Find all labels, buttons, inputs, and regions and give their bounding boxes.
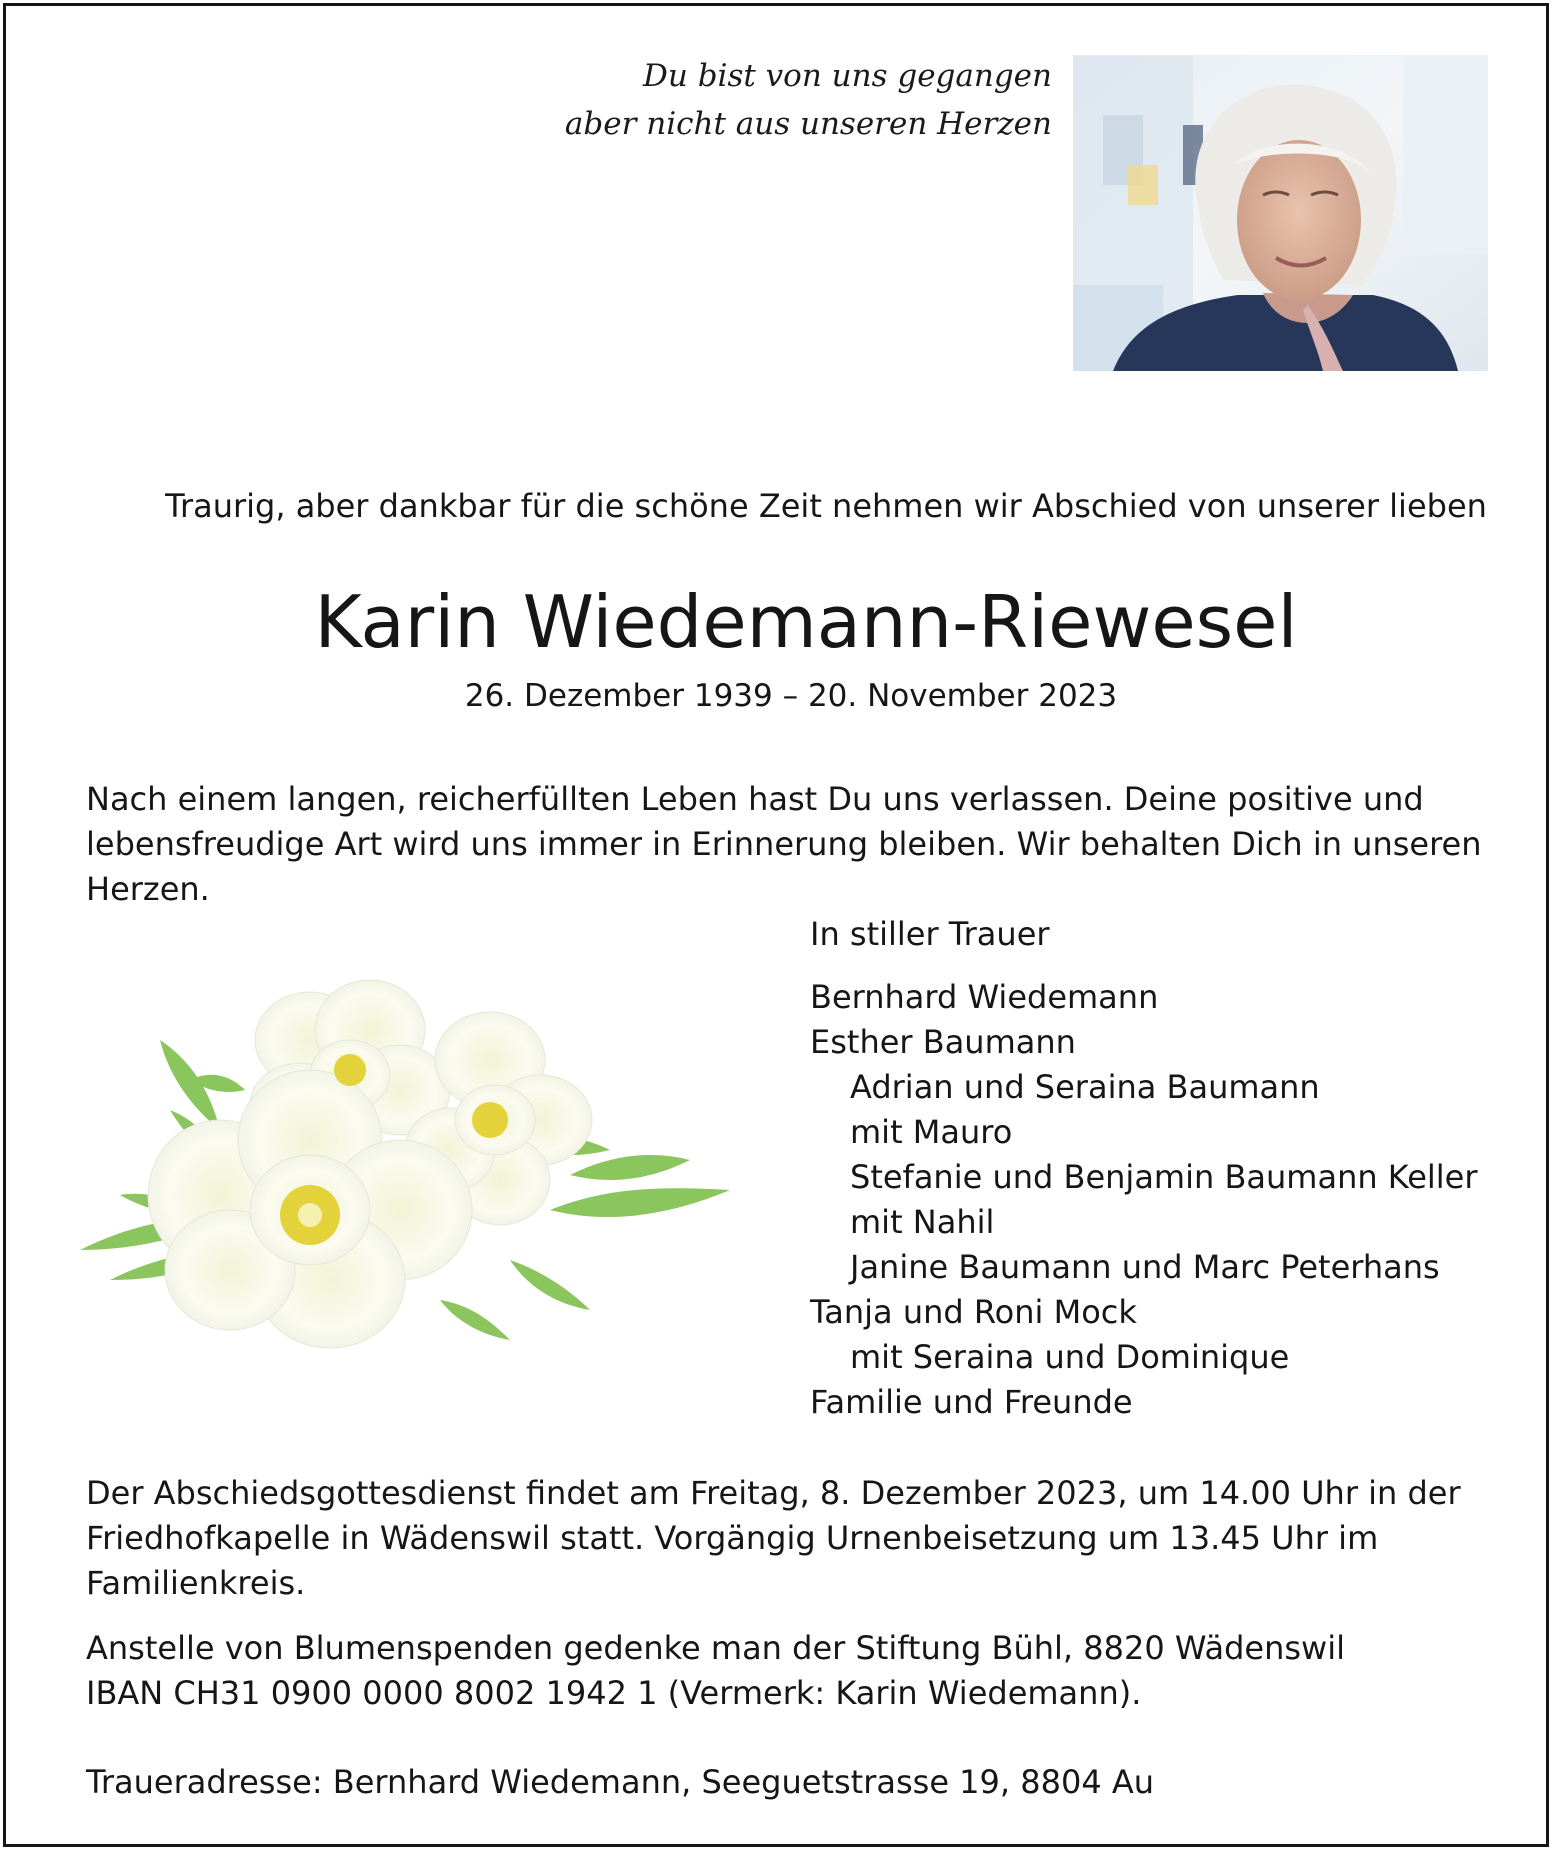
mourner-name: Bernhard Wiedemann <box>810 978 1159 1016</box>
deceased-name: Karin Wiedemann-Riewesel <box>314 580 1298 664</box>
mourner-name: mit Seraina und Dominique <box>850 1338 1290 1376</box>
farewell-message <box>86 777 1486 912</box>
service-info <box>86 1471 1486 1606</box>
mourner-name: Esther Baumann <box>810 1023 1076 1061</box>
mourner-name: mit Nahil <box>850 1203 995 1241</box>
donation-line: Anstelle von Blumenspenden gedenke man der Stiftung Bühl, 8820 Wädenswil <box>86 1629 1345 1667</box>
motto <box>565 52 1052 148</box>
message-line: Nach einem langen, reicherfüllten Leben hast Du uns verlassen. Deine positive und <box>86 780 1424 818</box>
mourner-name: Familie und Freunde <box>810 1383 1133 1421</box>
service-line: Familienkreis. <box>86 1564 306 1602</box>
motto-line-2: aber nicht aus unseren Herzen <box>564 106 1052 142</box>
mourners-heading: In stiller Trauer <box>810 915 1050 953</box>
mourner-name: Stefanie und Benjamin Baumann Keller <box>850 1158 1478 1196</box>
flower-illustration <box>70 960 740 1360</box>
mourners-list <box>810 912 1478 1425</box>
service-line: Friedhofkapelle in Wädenswil statt. Vorgängig Urnenbeisetzung um 13.45 Uhr im <box>86 1519 1379 1557</box>
message-line: Herzen. <box>86 870 210 908</box>
message-line: lebensfreudige Art wird uns immer in Erinnerung bleiben. Wir behalten Dich in unseren <box>86 825 1482 863</box>
motto-line-1: Du bist von uns gegangen <box>643 58 1052 94</box>
mourner-name: mit Mauro <box>850 1113 1013 1151</box>
mourner-name: Tanja und Roni Mock <box>810 1293 1137 1331</box>
intro-text: Traurig, aber dankbar für die schöne Zeit nehmen wir Abschied von unserer lieben <box>165 487 1487 525</box>
mourning-address <box>86 1760 1486 1805</box>
portrait-photo <box>1073 55 1488 371</box>
address-line: Traueradresse: Bernhard Wiedemann, Seeguetstrasse 19, 8804 Au <box>86 1763 1155 1801</box>
mourner-name: Adrian und Seraina Baumann <box>850 1068 1320 1106</box>
donation-info <box>86 1626 1486 1716</box>
life-dates: 26. Dezember 1939 – 20. November 2023 <box>464 678 1118 714</box>
donation-line: IBAN CH31 0900 0000 8002 1942 1 (Vermerk: Karin Wiedemann). <box>86 1674 1142 1712</box>
service-line: Der Abschiedsgottesdienst findet am Freitag, 8. Dezember 2023, um 14.00 Uhr in der <box>86 1474 1461 1512</box>
mourner-name: Janine Baumann und Marc Peterhans <box>850 1248 1440 1286</box>
